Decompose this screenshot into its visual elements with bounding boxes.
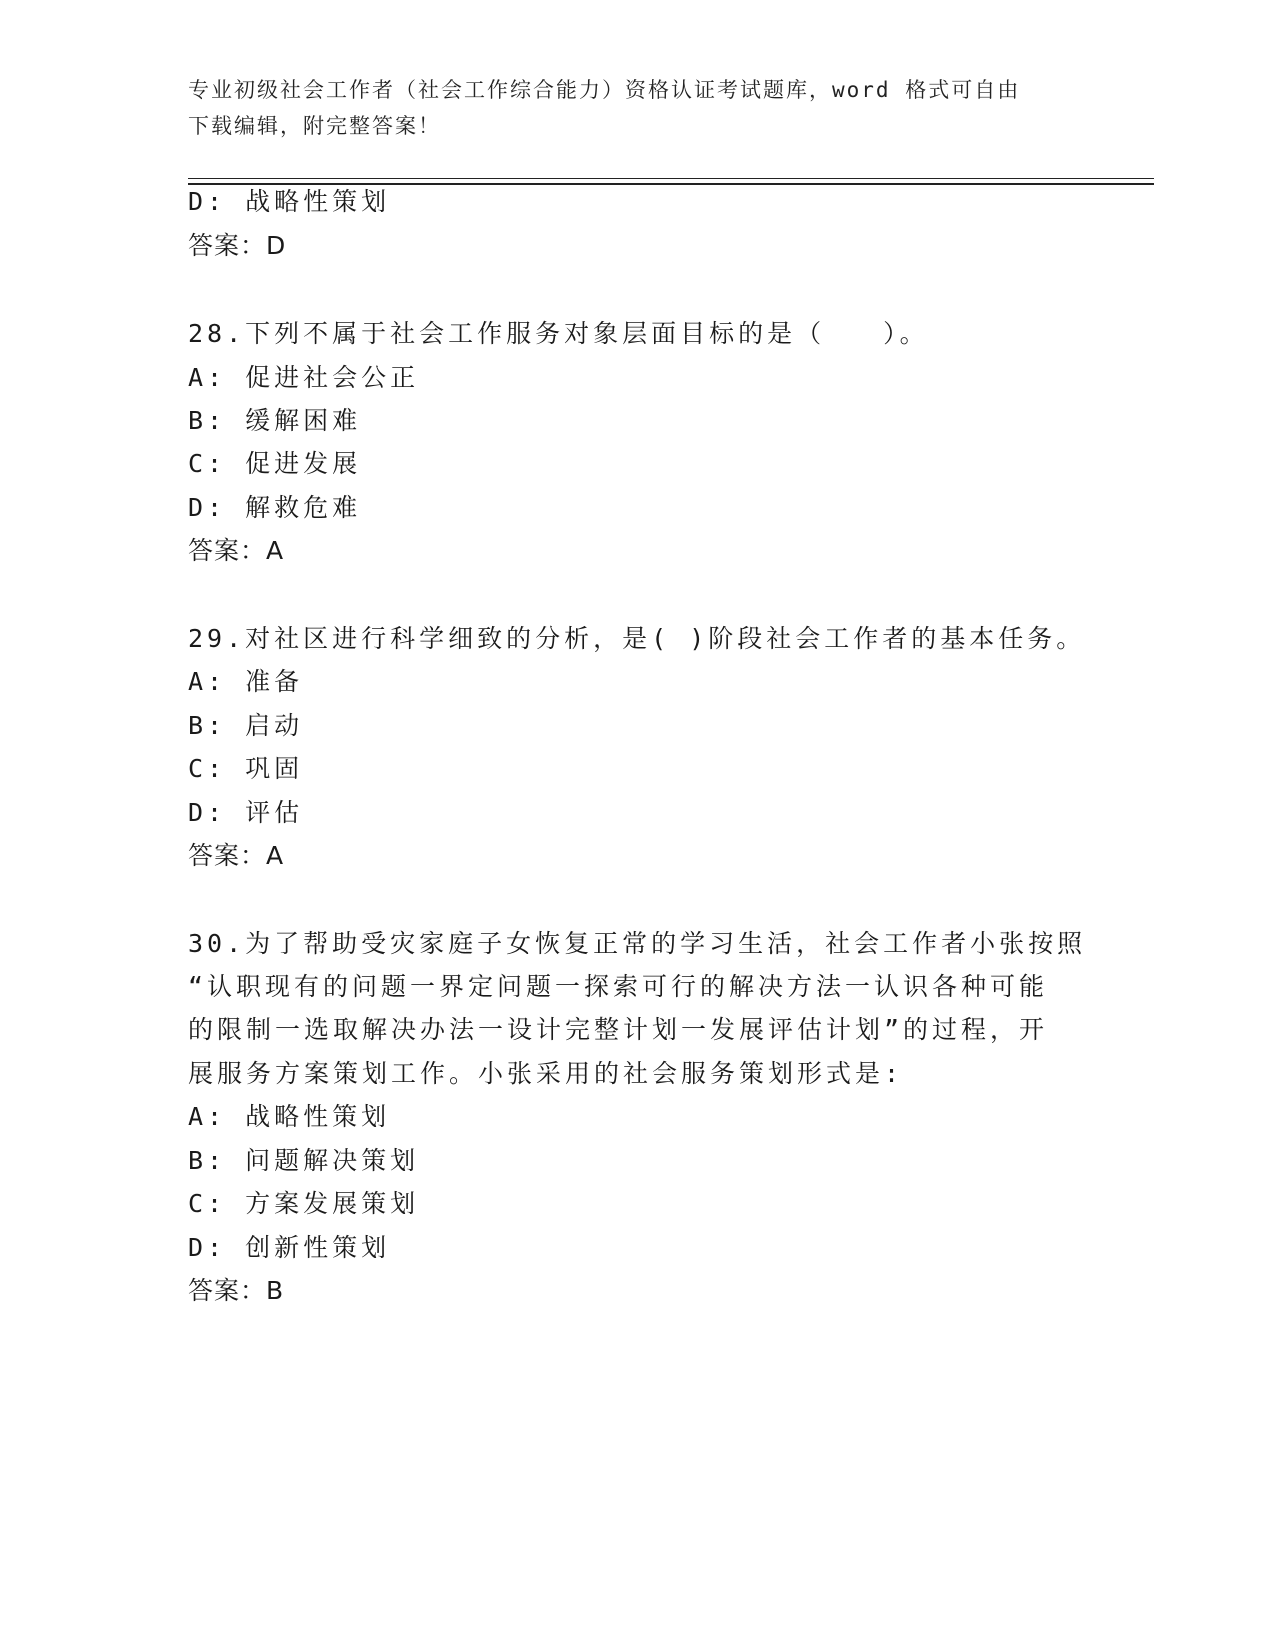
header-line-1: 专业初级社会工作者（社会工作综合能力）资格认证考试题库，word 格式可自由 — [188, 78, 1021, 102]
q29-option-c: C: 巩固 — [188, 754, 304, 783]
header-divider-thick — [188, 183, 1154, 185]
q30-answer: 答案：B — [188, 1276, 285, 1305]
q30-stem-line-2: “认职现有的问题一界定问题一探索可行的解决方法一认识各种可能 — [188, 972, 1049, 1001]
q29-option-b: B: 启动 — [188, 711, 304, 740]
q30-option-d: D: 创新性策划 — [188, 1233, 391, 1262]
q30-option-a: A: 战略性策划 — [188, 1102, 391, 1131]
document-header — [188, 72, 1088, 144]
q28-answer: 答案：A — [188, 536, 285, 565]
q29-answer: 答案：A — [188, 841, 285, 870]
q30-option-c: C: 方案发展策划 — [188, 1189, 420, 1218]
q28-option-d: D: 解救危难 — [188, 493, 362, 522]
q28-option-a: A: 促进社会公正 — [188, 363, 420, 392]
q30-stem-line-4: 展服务方案策划工作。小张采用的社会服务策划形式是: — [188, 1059, 904, 1088]
q29-stem: 29.对社区进行科学细致的分析，是( )阶段社会工作者的基本任务。 — [188, 624, 1086, 653]
prev-option-d: D: 战略性策划 — [188, 187, 391, 216]
q28-stem: 28.下列不属于社会工作服务对象层面目标的是（ ）。 — [188, 319, 929, 348]
q29-option-a: A: 准备 — [188, 667, 304, 696]
prev-answer: 答案：D — [188, 231, 287, 260]
q29-option-d: D: 评估 — [188, 798, 304, 827]
q30-stem-line-3: 的限制一选取解决办法一设计完整计划一发展评估计划”的过程，开 — [188, 1015, 1049, 1044]
q30-stem-line-1: 30.为了帮助受灾家庭子女恢复正常的学习生活，社会工作者小张按照 — [188, 929, 1087, 958]
q28-option-c: C: 促进发展 — [188, 449, 362, 478]
q28-option-b: B: 缓解困难 — [188, 406, 362, 435]
header-divider-thin — [188, 178, 1154, 179]
header-line-2: 下载编辑，附完整答案！ — [188, 114, 441, 138]
q30-option-b: B: 问题解决策划 — [188, 1146, 420, 1175]
